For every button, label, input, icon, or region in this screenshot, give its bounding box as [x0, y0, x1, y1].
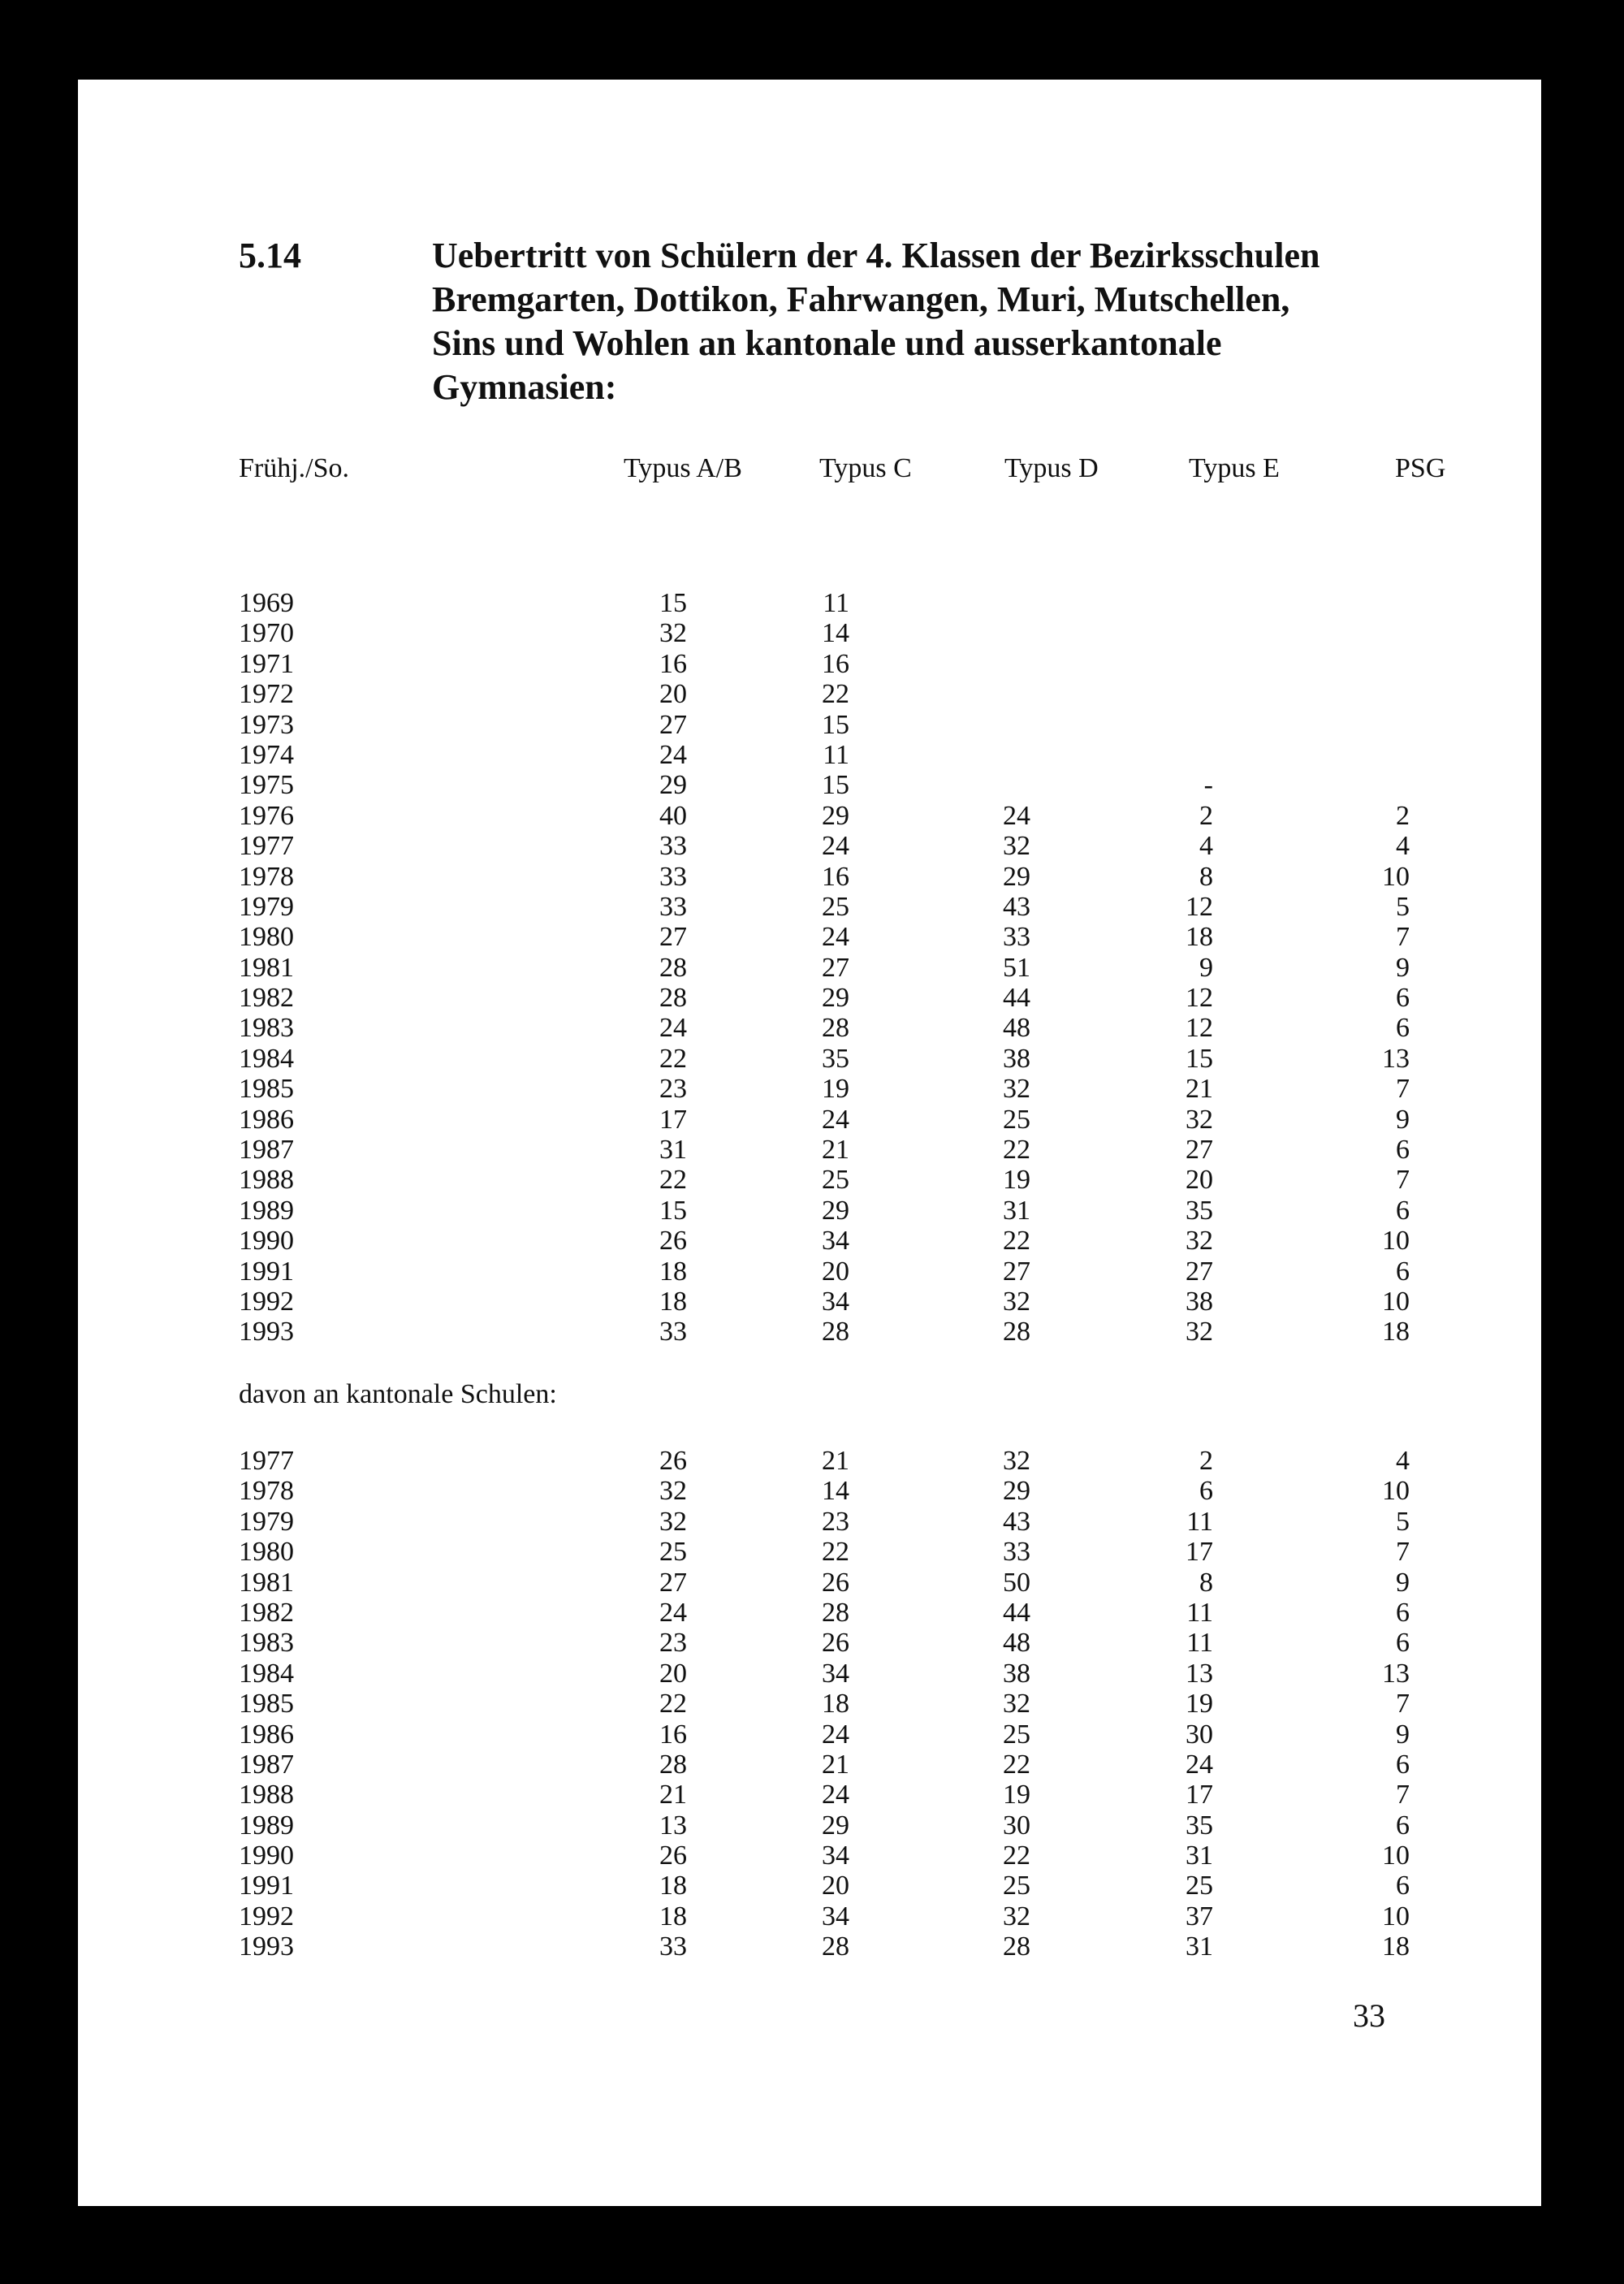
cell-typus-ab: 13 [659, 1810, 687, 1841]
cell-typus-c: 34 [822, 1286, 849, 1317]
cell-typus-c: 26 [822, 1567, 849, 1598]
cell-typus-d: 32 [1003, 831, 1030, 862]
cell-year: 1983 [239, 1013, 294, 1044]
cell-year: 1990 [239, 1226, 294, 1257]
table-row [239, 1871, 1457, 1901]
cell-typus-c: 14 [822, 618, 849, 649]
cell-typus-d: 30 [1003, 1810, 1030, 1841]
cell-typus-e: 8 [1199, 861, 1213, 892]
table-row [239, 1901, 1457, 1931]
table-row [239, 1013, 1457, 1043]
cell-typus-e: - [1203, 770, 1213, 801]
cell-typus-c: 16 [822, 648, 849, 679]
cell-typus-ab: 18 [659, 1901, 687, 1931]
section-number: 5.14 [239, 236, 301, 275]
cell-typus-ab: 18 [659, 1871, 687, 1901]
cell-year: 1975 [239, 770, 294, 801]
cell-typus-c: 24 [822, 1780, 849, 1810]
table-row [239, 953, 1457, 983]
cell-psg: 10 [1382, 1226, 1410, 1257]
table-row [239, 862, 1457, 892]
cell-typus-c: 29 [822, 1195, 849, 1226]
cell-year: 1981 [239, 952, 294, 983]
cell-year: 1987 [239, 1749, 294, 1780]
cell-psg: 6 [1396, 1013, 1410, 1044]
cell-psg: 10 [1382, 1841, 1410, 1871]
cell-year: 1977 [239, 1446, 294, 1476]
cell-typus-d: 32 [1003, 1901, 1030, 1931]
cell-psg: 18 [1382, 1931, 1410, 1962]
cell-typus-c: 28 [822, 1013, 849, 1044]
cell-typus-ab: 28 [659, 1749, 687, 1780]
cell-psg: 9 [1396, 1567, 1410, 1598]
table-row [239, 1196, 1457, 1226]
cell-typus-ab: 28 [659, 983, 687, 1014]
cell-psg: 10 [1382, 1476, 1410, 1507]
section-title-line: Sins und Wohlen an kantonale und ausserkantonale [432, 323, 1222, 363]
table-row [239, 1257, 1457, 1287]
cell-typus-c: 11 [823, 739, 849, 770]
cell-typus-d: 29 [1003, 861, 1030, 892]
cell-typus-d: 38 [1003, 1043, 1030, 1074]
table-row [239, 922, 1457, 952]
cell-typus-d: 43 [1003, 1506, 1030, 1537]
cell-typus-ab: 22 [659, 1043, 687, 1074]
table-row [239, 1105, 1457, 1135]
cell-typus-d: 43 [1003, 891, 1030, 922]
cell-typus-ab: 17 [659, 1104, 687, 1135]
table-row [239, 1750, 1457, 1780]
cell-typus-ab: 26 [659, 1841, 687, 1871]
cell-year: 1993 [239, 1931, 294, 1962]
cell-typus-d: 29 [1003, 1476, 1030, 1507]
table-row [239, 892, 1457, 922]
cell-typus-c: 26 [822, 1628, 849, 1659]
table-row [239, 679, 1457, 709]
cell-typus-ab: 31 [659, 1135, 687, 1166]
cell-typus-ab: 15 [659, 1195, 687, 1226]
cell-typus-e: 30 [1186, 1719, 1213, 1750]
table-row [239, 831, 1457, 861]
cell-year: 1984 [239, 1658, 294, 1689]
cell-typus-ab: 22 [659, 1165, 687, 1196]
cell-typus-ab: 23 [659, 1628, 687, 1659]
header-typus-d: Typus D [1004, 453, 1099, 483]
cell-typus-ab: 20 [659, 1658, 687, 1689]
cell-typus-e: 32 [1186, 1317, 1213, 1347]
table-row [239, 1537, 1457, 1567]
cell-psg: 7 [1396, 1074, 1410, 1105]
cell-year: 1978 [239, 1476, 294, 1507]
cell-typus-c: 28 [822, 1597, 849, 1628]
cell-typus-e: 4 [1199, 831, 1213, 862]
cell-typus-d: 32 [1003, 1689, 1030, 1719]
cell-typus-ab: 33 [659, 891, 687, 922]
column-header-row [239, 453, 1457, 483]
cell-psg: 10 [1382, 861, 1410, 892]
cell-typus-ab: 33 [659, 861, 687, 892]
cell-psg: 10 [1382, 1901, 1410, 1931]
table-row [239, 801, 1457, 831]
cell-typus-e: 37 [1186, 1901, 1213, 1931]
cell-year: 1969 [239, 588, 294, 618]
cell-typus-ab: 24 [659, 1013, 687, 1044]
cell-year: 1989 [239, 1195, 294, 1226]
table-row [239, 1317, 1457, 1347]
cell-typus-c: 25 [822, 1165, 849, 1196]
table-row [239, 1931, 1457, 1962]
cell-typus-d: 28 [1003, 1931, 1030, 1962]
cell-typus-d: 19 [1003, 1165, 1030, 1196]
cell-typus-d: 32 [1003, 1074, 1030, 1105]
cell-psg: 13 [1382, 1043, 1410, 1074]
table-row [239, 1719, 1457, 1750]
cell-typus-ab: 32 [659, 1476, 687, 1507]
cell-typus-ab: 32 [659, 618, 687, 649]
cell-year: 1990 [239, 1841, 294, 1871]
table-row [239, 1135, 1457, 1165]
table-row [239, 1044, 1457, 1074]
cell-psg: 5 [1396, 1506, 1410, 1537]
table-row [239, 1598, 1457, 1628]
cell-typus-c: 29 [822, 983, 849, 1014]
cell-psg: 6 [1396, 1871, 1410, 1901]
cell-year: 1991 [239, 1871, 294, 1901]
header-psg: PSG [1395, 453, 1446, 483]
cell-typus-e: 2 [1199, 1446, 1213, 1476]
section-title-line: Uebertritt von Schülern der 4. Klassen der Bezirksschulen [432, 236, 1320, 275]
section-title-line: Bremgarten, Dottikon, Fahrwangen, Muri, Mutschellen, [432, 279, 1290, 319]
cell-typus-d: 48 [1003, 1628, 1030, 1659]
table-row [239, 1074, 1457, 1104]
kantonal-subheading: davon an kantonale Schulen: [239, 1379, 557, 1409]
cell-typus-d: 22 [1003, 1135, 1030, 1166]
cell-typus-ab: 27 [659, 1567, 687, 1598]
cell-typus-d: 48 [1003, 1013, 1030, 1044]
cell-year: 1983 [239, 1628, 294, 1659]
cell-typus-e: 2 [1199, 800, 1213, 831]
cell-psg: 4 [1396, 831, 1410, 862]
cell-typus-e: 21 [1186, 1074, 1213, 1105]
header-row [239, 453, 1457, 483]
cell-psg: 6 [1396, 1810, 1410, 1841]
table-row [239, 983, 1457, 1013]
cell-year: 1971 [239, 648, 294, 679]
table-row [239, 1841, 1457, 1871]
cell-typus-ab: 27 [659, 922, 687, 953]
cell-typus-c: 15 [822, 770, 849, 801]
cell-typus-d: 19 [1003, 1780, 1030, 1810]
cell-psg: 10 [1382, 1286, 1410, 1317]
cell-year: 1991 [239, 1256, 294, 1287]
header-typus-c: Typus C [819, 453, 912, 483]
cell-typus-e: 25 [1186, 1871, 1213, 1901]
cell-year: 1982 [239, 983, 294, 1014]
cell-psg: 9 [1396, 952, 1410, 983]
cell-typus-c: 21 [822, 1135, 849, 1166]
cell-typus-c: 24 [822, 922, 849, 953]
cell-year: 1984 [239, 1043, 294, 1074]
cell-typus-e: 18 [1186, 922, 1213, 953]
cell-typus-c: 18 [822, 1689, 849, 1719]
cell-typus-e: 12 [1186, 983, 1213, 1014]
cell-typus-d: 22 [1003, 1226, 1030, 1257]
cell-year: 1976 [239, 800, 294, 831]
cell-typus-d: 32 [1003, 1286, 1030, 1317]
cell-typus-e: 17 [1186, 1780, 1213, 1810]
cell-typus-c: 20 [822, 1871, 849, 1901]
cell-typus-d: 32 [1003, 1446, 1030, 1476]
cell-year: 1993 [239, 1317, 294, 1347]
cell-typus-d: 50 [1003, 1567, 1030, 1598]
cell-typus-e: 32 [1186, 1104, 1213, 1135]
cell-typus-d: 22 [1003, 1841, 1030, 1871]
cell-typus-e: 31 [1186, 1931, 1213, 1962]
table-row [239, 1780, 1457, 1810]
cell-typus-d: 25 [1003, 1871, 1030, 1901]
table-row [239, 1659, 1457, 1689]
table-row [239, 1165, 1457, 1195]
cell-typus-ab: 25 [659, 1537, 687, 1568]
cell-typus-e: 11 [1186, 1506, 1213, 1537]
cell-psg: 6 [1396, 1628, 1410, 1659]
table-row [239, 649, 1457, 679]
cell-typus-e: 12 [1186, 1013, 1213, 1044]
cell-year: 1989 [239, 1810, 294, 1841]
cell-typus-c: 25 [822, 891, 849, 922]
cell-typus-c: 27 [822, 952, 849, 983]
cell-year: 1979 [239, 1506, 294, 1537]
cell-psg: 13 [1382, 1658, 1410, 1689]
table-row [239, 1476, 1457, 1506]
cell-typus-c: 21 [822, 1749, 849, 1780]
cell-year: 1988 [239, 1780, 294, 1810]
cell-year: 1970 [239, 618, 294, 649]
table-row [239, 770, 1457, 800]
cell-psg: 7 [1396, 1689, 1410, 1719]
cell-psg: 7 [1396, 1537, 1410, 1568]
cell-typus-d: 27 [1003, 1256, 1030, 1287]
cell-year: 1972 [239, 679, 294, 710]
cell-typus-d: 31 [1003, 1195, 1030, 1226]
table-row [239, 740, 1457, 770]
cell-psg: 5 [1396, 891, 1410, 922]
cell-year: 1981 [239, 1567, 294, 1598]
cell-typus-c: 19 [822, 1074, 849, 1105]
cell-typus-ab: 26 [659, 1226, 687, 1257]
table-row [239, 1628, 1457, 1658]
cell-typus-c: 28 [822, 1317, 849, 1347]
cell-year: 1988 [239, 1165, 294, 1196]
table-row [239, 1568, 1457, 1598]
cell-typus-d: 44 [1003, 983, 1030, 1014]
section-title [432, 234, 1488, 409]
cell-psg: 6 [1396, 1749, 1410, 1780]
cell-psg: 9 [1396, 1104, 1410, 1135]
cell-year: 1982 [239, 1597, 294, 1628]
cell-typus-d: 24 [1003, 800, 1030, 831]
cell-typus-c: 34 [822, 1901, 849, 1931]
cell-typus-ab: 16 [659, 648, 687, 679]
cell-year: 1979 [239, 891, 294, 922]
table-row [239, 710, 1457, 740]
cell-typus-e: 15 [1186, 1043, 1213, 1074]
cell-typus-c: 24 [822, 1104, 849, 1135]
cell-typus-e: 35 [1186, 1810, 1213, 1841]
cell-psg: 6 [1396, 1256, 1410, 1287]
cell-typus-e: 9 [1199, 952, 1213, 983]
cell-typus-ab: 24 [659, 739, 687, 770]
cell-psg: 18 [1382, 1317, 1410, 1347]
cell-year: 1987 [239, 1135, 294, 1166]
cell-psg: 6 [1396, 1597, 1410, 1628]
cell-typus-c: 20 [822, 1256, 849, 1287]
cell-typus-c: 34 [822, 1841, 849, 1871]
cell-typus-e: 12 [1186, 891, 1213, 922]
cell-typus-d: 33 [1003, 922, 1030, 953]
cell-psg: 6 [1396, 1195, 1410, 1226]
cell-year: 1992 [239, 1901, 294, 1931]
header-year: Frühj./So. [239, 453, 350, 483]
cell-typus-c: 16 [822, 861, 849, 892]
cell-psg: 9 [1396, 1719, 1410, 1750]
cell-psg: 2 [1396, 800, 1410, 831]
cell-year: 1980 [239, 1537, 294, 1568]
cell-year: 1974 [239, 739, 294, 770]
table-row [239, 1810, 1457, 1841]
cell-typus-ab: 40 [659, 800, 687, 831]
cell-typus-e: 11 [1186, 1628, 1213, 1659]
cell-year: 1985 [239, 1074, 294, 1105]
table-kantonal-schools [239, 1446, 1457, 1962]
cell-year: 1977 [239, 831, 294, 862]
cell-typus-c: 29 [822, 800, 849, 831]
table-row [239, 1689, 1457, 1719]
table-row [239, 1507, 1457, 1537]
table-row [239, 618, 1457, 648]
cell-typus-ab: 22 [659, 1689, 687, 1719]
cell-typus-c: 24 [822, 831, 849, 862]
cell-year: 1978 [239, 861, 294, 892]
cell-typus-c: 34 [822, 1658, 849, 1689]
cell-year: 1986 [239, 1719, 294, 1750]
cell-typus-d: 51 [1003, 952, 1030, 983]
cell-typus-ab: 29 [659, 770, 687, 801]
cell-typus-c: 22 [822, 679, 849, 710]
cell-typus-d: 44 [1003, 1597, 1030, 1628]
table-row [239, 588, 1457, 618]
cell-typus-c: 14 [822, 1476, 849, 1507]
header-typus-ab: Typus A/B [624, 453, 742, 483]
cell-typus-ab: 26 [659, 1446, 687, 1476]
cell-typus-ab: 18 [659, 1286, 687, 1317]
cell-typus-ab: 33 [659, 1931, 687, 1962]
cell-typus-ab: 32 [659, 1506, 687, 1537]
cell-typus-e: 20 [1186, 1165, 1213, 1196]
cell-typus-ab: 33 [659, 831, 687, 862]
cell-typus-c: 24 [822, 1719, 849, 1750]
cell-typus-ab: 28 [659, 952, 687, 983]
cell-typus-e: 19 [1186, 1689, 1213, 1719]
cell-typus-c: 11 [823, 588, 849, 618]
cell-typus-ab: 33 [659, 1317, 687, 1347]
cell-typus-e: 8 [1199, 1567, 1213, 1598]
cell-typus-ab: 27 [659, 709, 687, 740]
cell-typus-d: 22 [1003, 1749, 1030, 1780]
document-page [78, 80, 1541, 2206]
cell-typus-ab: 24 [659, 1597, 687, 1628]
table-row [239, 1446, 1457, 1476]
cell-typus-d: 25 [1003, 1719, 1030, 1750]
table-all-schools [239, 588, 1457, 1347]
cell-year: 1985 [239, 1689, 294, 1719]
cell-typus-e: 32 [1186, 1226, 1213, 1257]
cell-typus-ab: 16 [659, 1719, 687, 1750]
cell-psg: 4 [1396, 1446, 1410, 1476]
cell-year: 1973 [239, 709, 294, 740]
cell-typus-ab: 21 [659, 1780, 687, 1810]
header-typus-e: Typus E [1189, 453, 1280, 483]
cell-psg: 7 [1396, 1165, 1410, 1196]
cell-typus-e: 17 [1186, 1537, 1213, 1568]
cell-typus-c: 34 [822, 1226, 849, 1257]
cell-typus-d: 33 [1003, 1537, 1030, 1568]
cell-psg: 7 [1396, 922, 1410, 953]
cell-psg: 6 [1396, 983, 1410, 1014]
cell-typus-e: 6 [1199, 1476, 1213, 1507]
cell-typus-d: 38 [1003, 1658, 1030, 1689]
table-row [239, 1287, 1457, 1317]
cell-typus-c: 29 [822, 1810, 849, 1841]
cell-year: 1992 [239, 1286, 294, 1317]
cell-typus-e: 11 [1186, 1597, 1213, 1628]
cell-typus-d: 28 [1003, 1317, 1030, 1347]
cell-typus-c: 15 [822, 709, 849, 740]
cell-typus-e: 31 [1186, 1841, 1213, 1871]
section-title-line: Gymnasien: [432, 367, 617, 407]
page-number: 33 [1353, 1997, 1385, 2034]
cell-typus-e: 27 [1186, 1135, 1213, 1166]
table-row [239, 1226, 1457, 1256]
cell-typus-c: 21 [822, 1446, 849, 1476]
cell-typus-d: 25 [1003, 1104, 1030, 1135]
cell-typus-e: 13 [1186, 1658, 1213, 1689]
cell-psg: 7 [1396, 1780, 1410, 1810]
cell-year: 1986 [239, 1104, 294, 1135]
cell-year: 1980 [239, 922, 294, 953]
cell-typus-c: 35 [822, 1043, 849, 1074]
cell-typus-ab: 23 [659, 1074, 687, 1105]
cell-typus-ab: 18 [659, 1256, 687, 1287]
cell-typus-e: 24 [1186, 1749, 1213, 1780]
cell-typus-e: 38 [1186, 1286, 1213, 1317]
cell-typus-ab: 15 [659, 588, 687, 618]
cell-psg: 6 [1396, 1135, 1410, 1166]
cell-typus-e: 27 [1186, 1256, 1213, 1287]
cell-typus-c: 22 [822, 1537, 849, 1568]
cell-typus-ab: 20 [659, 679, 687, 710]
cell-typus-c: 23 [822, 1506, 849, 1537]
cell-typus-e: 35 [1186, 1195, 1213, 1226]
cell-typus-c: 28 [822, 1931, 849, 1962]
